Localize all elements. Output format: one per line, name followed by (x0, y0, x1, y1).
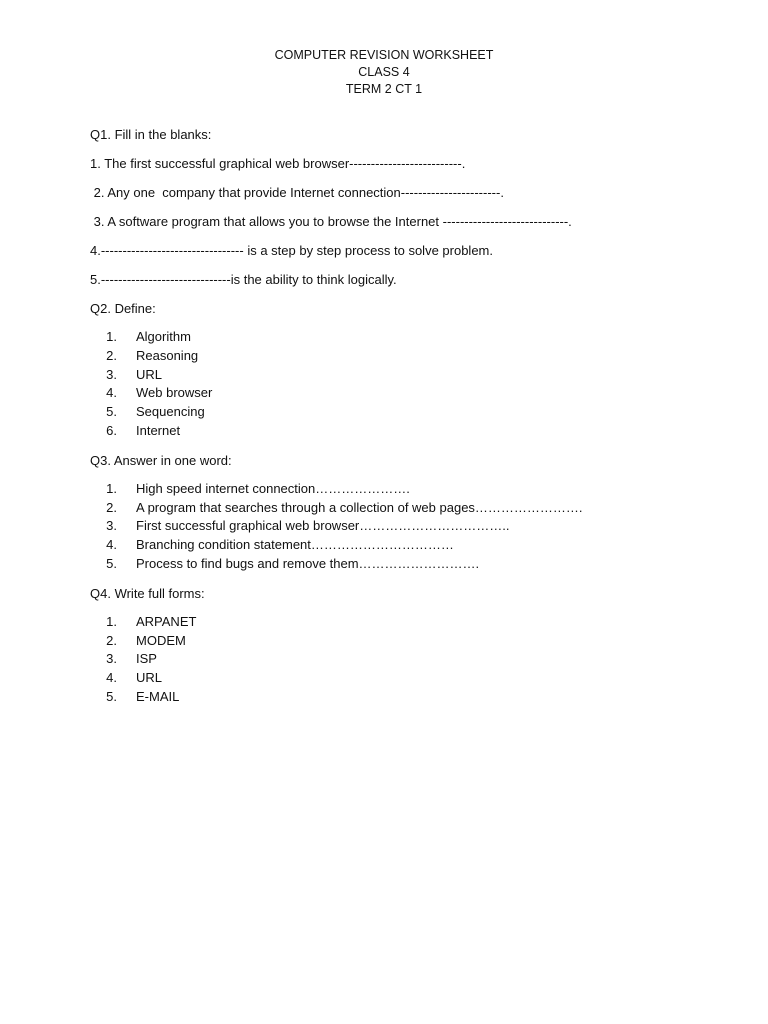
list-text: MODEM (136, 632, 186, 648)
q2-heading: Q2. Define: (90, 301, 156, 316)
list-number: 5. (106, 555, 117, 571)
list-number: 3. (106, 366, 117, 382)
list-text: A program that searches through a collection of web pages……………………. (136, 499, 583, 515)
q1-item-5: 5.------------------------------is the ability to think logically. (90, 272, 397, 287)
list-number: 1. (106, 613, 117, 629)
list-item (90, 536, 710, 555)
list-item (90, 650, 710, 669)
q3-heading: Q3. Answer in one word: (90, 452, 232, 468)
list-text: URL (136, 670, 163, 686)
class-label: CLASS 4 (358, 65, 410, 79)
list-number: 3. (106, 518, 117, 534)
list-text: High speed internet connection…………………. (136, 480, 410, 496)
list-item (90, 347, 710, 366)
list-text: Process to find bugs and remove them………………………. (136, 555, 480, 571)
list-item (90, 422, 710, 441)
list-item (90, 328, 710, 347)
list-number: 6. (106, 422, 117, 438)
q1-heading: Q1. Fill in the blanks: (90, 127, 212, 142)
list-number: 4. (106, 537, 117, 553)
q1-item-3: 3. A software program that allows you to browse the Internet -----------------------------. (90, 214, 572, 229)
list-number: 4. (106, 385, 117, 401)
list-number: 2. (106, 632, 117, 648)
q4-list (90, 613, 710, 707)
list-item (90, 555, 710, 574)
list-item (90, 366, 710, 385)
worksheet-header (0, 47, 768, 98)
q2-list (90, 328, 710, 441)
list-text: Algorithm (136, 329, 191, 344)
list-text: Internet (136, 422, 181, 438)
list-text: Web browser (136, 385, 213, 401)
q1-item-4: 4.--------------------------------- is a step by step process to solve problem. (90, 243, 493, 258)
list-item (90, 480, 710, 499)
list-item (90, 403, 710, 422)
list-number: 1. (106, 480, 117, 496)
list-number: 1. (106, 329, 117, 344)
q4-heading: Q4. Write full forms: (90, 585, 205, 601)
list-item (90, 499, 710, 518)
list-text: URL (136, 366, 163, 382)
list-item (90, 517, 710, 536)
list-number: 4. (106, 670, 117, 686)
list-item (90, 384, 710, 403)
q3-list (90, 480, 710, 574)
q1-item-2: 2. Any one company that provide Internet connection-----------------------. (90, 185, 504, 200)
list-text: Sequencing (136, 404, 205, 420)
list-item (90, 613, 710, 632)
list-number: 2. (106, 499, 117, 515)
list-text: ARPANET (136, 613, 197, 629)
list-text: First successful graphical web browser…………………………….. (136, 518, 510, 534)
worksheet-title: COMPUTER REVISION WORKSHEET (274, 48, 494, 62)
list-number: 2. (106, 347, 117, 363)
list-text: E-MAIL (136, 688, 180, 704)
list-item (90, 669, 710, 688)
list-item (90, 688, 710, 707)
list-number: 3. (106, 651, 117, 667)
list-text: Branching condition statement…………………………… (136, 537, 454, 553)
term-label: TERM 2 CT 1 (345, 82, 423, 96)
list-text: Reasoning (136, 347, 199, 363)
list-text: ISP (136, 651, 157, 667)
list-number: 5. (106, 688, 117, 704)
list-number: 5. (106, 404, 117, 420)
worksheet-content (90, 126, 710, 707)
list-item (90, 632, 710, 651)
q1-item-1: 1. The first successful graphical web browser--------------------------. (90, 156, 466, 171)
